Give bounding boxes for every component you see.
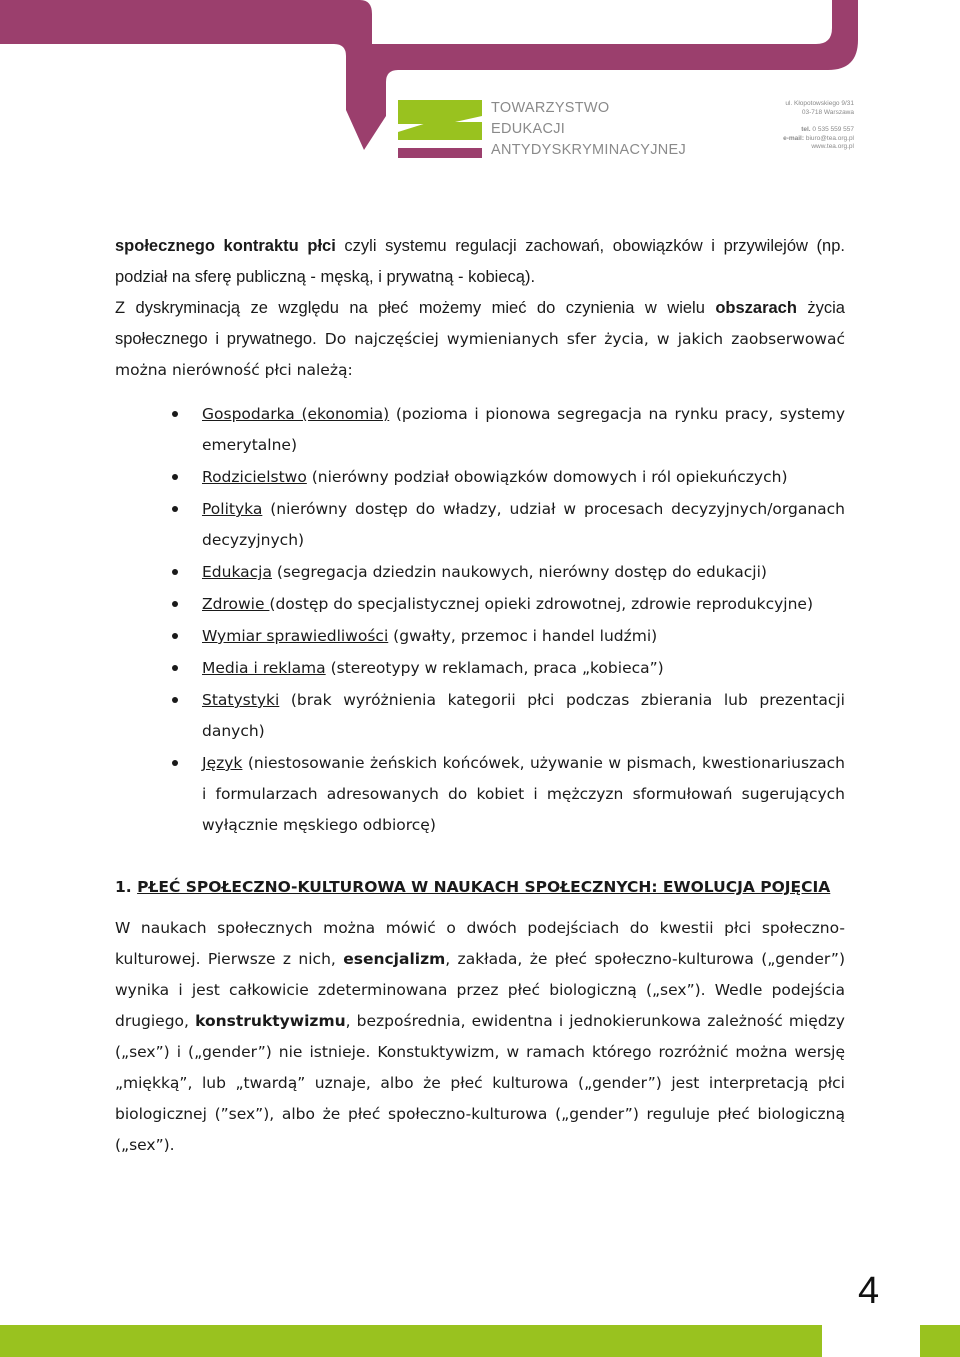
website-link[interactable]: www.tea.org.pl — [811, 143, 854, 151]
page-number: 4 — [858, 1270, 880, 1312]
email-address[interactable]: biuro@tea.org.pl — [805, 134, 854, 142]
org-name-line-3: ANTYDYSKRYMINACYJNEJ — [491, 142, 687, 158]
section-text-c: , bezpośrednia, ewidentna i jednokierunkowa zależność między („sex”) i („gender”) nie istnieje. Konstuktywizm, w ramach którego rozróżnić można wersję „miękką”, lub „twardą” uznaje, albo że płeć kulturowa („gender”) jest interpretacją płci biologicznej (”sex”), albo że płeć społeczno-kulturowa („gender”) reguluje płeć biologiczną („sex”). — [115, 1012, 845, 1154]
document-body — [115, 231, 845, 1161]
list-item — [202, 685, 845, 747]
logo-mark — [398, 100, 482, 158]
bullet-icon — [172, 697, 178, 703]
list-item — [202, 748, 845, 841]
bullet-icon — [172, 569, 178, 575]
section-paragraph — [115, 913, 845, 1161]
area-desc: (pozioma i pionowa segregacja na rynku pracy, systemy emerytalne) — [202, 405, 846, 454]
phone-line — [760, 126, 854, 135]
bullet-icon — [172, 760, 178, 766]
area-term: Edukacja — [202, 563, 272, 581]
section-number: 1. — [115, 878, 138, 896]
org-name-line-2: EDUKACJI — [491, 121, 566, 137]
phone-label: tel. — [801, 126, 811, 134]
area-desc: (nierówny dostęp do władzy, udział w procesach decyzyjnych/organach decyzyjnych) — [202, 500, 845, 549]
intro-bold-term: społecznego kontraktu płci — [115, 237, 336, 255]
list-item — [202, 653, 845, 684]
area-term: Język — [202, 754, 243, 772]
org-logo-text — [491, 98, 686, 161]
intro-p2-rest: Do najczęściej wymienianych sfer życia, w jakich zaobserwować można nierówność płci należą: — [115, 330, 846, 379]
intro-p2-sans-a: Z dyskryminacją ze względu na płeć możemy mieć do czynienia w wielu — [115, 299, 716, 317]
intro-p2-bold: obszarach — [715, 299, 797, 317]
intro-p2-sans-b: życia społecznego i prywatnego. — [115, 299, 845, 348]
list-item — [202, 399, 845, 461]
section-heading — [115, 872, 845, 903]
contact-block — [760, 100, 854, 152]
area-desc: (segregacja dziedzin naukowych, nierówny dostęp do edukacji) — [272, 563, 767, 581]
email-label: e-mail: — [783, 134, 805, 142]
area-term: Gospodarka (ekonomia) — [202, 405, 390, 423]
list-item — [202, 589, 845, 620]
area-term: Polityka — [202, 500, 263, 518]
intro-paragraph-1 — [115, 231, 845, 293]
bullet-icon — [172, 411, 178, 417]
area-desc: (brak wyróżnienia kategorii płci podczas zbierania lub prezentacji danych) — [202, 691, 845, 740]
area-desc: (gwałty, przemoc i handel ludźmi) — [388, 627, 658, 645]
area-term: Rodzicielstwo — [202, 468, 307, 486]
area-term: Statystyki — [202, 691, 280, 709]
list-item — [202, 557, 845, 588]
list-item — [202, 494, 845, 556]
area-term: Media i reklama — [202, 659, 326, 677]
intro-paragraph-2 — [115, 293, 845, 386]
org-name-line-1: TOWARZYSTWO — [491, 100, 610, 116]
bullet-icon — [172, 474, 178, 480]
list-item — [202, 462, 845, 493]
area-desc: (stereotypy w reklamach, praca „kobieca”) — [325, 659, 664, 677]
bullet-icon — [172, 665, 178, 671]
bullet-icon — [172, 601, 178, 607]
term-konstruktywizm: konstruktywizmu — [195, 1012, 346, 1030]
areas-list — [115, 399, 845, 841]
address-line-2: 03-718 Warszawa — [801, 108, 854, 116]
address-line-1: ul. Kłopotowskiego 9/31 — [785, 100, 854, 107]
bullet-icon — [172, 506, 178, 512]
footer-bar-left — [0, 1325, 822, 1357]
list-item — [202, 621, 845, 652]
term-esencjalizm: esencjalizm — [343, 950, 446, 968]
area-desc: (niestosowanie żeńskich końcówek, używanie w pismach, kwestionariuszach i formularzach adresowanych do kobiet i mężczyzn sformułowań sugerujących wyłącznie męskiego odbiorcę) — [202, 754, 845, 834]
footer-bar-right — [920, 1325, 960, 1357]
section-text-a: W naukach społecznych można mówić o dwóch podejściach do kwestii płci społeczno-kulturowej. Pierwsze z nich, — [115, 919, 845, 968]
area-term: Wymiar sprawiedliwości — [202, 627, 389, 645]
section-title: PŁEĆ SPOŁECZNO-KULTUROWA W NAUKACH SPOŁECZNYCH: EWOLUCJA POJĘCIA — [137, 878, 831, 896]
section-text-b: , zakłada, że płeć społeczno-kulturowa („gender”) wynika i jest całkowicie zdeterminowana przez płeć biologiczną („sex”). Wedle podejścia drugiego, — [115, 950, 845, 1030]
area-term: Zdrowie — [202, 595, 270, 613]
phone-number: 0 535 559 557 — [812, 126, 854, 134]
bullet-icon — [172, 633, 178, 639]
intro-p1-text: czyli systemu regulacji zachowań, obowiązków i przywilejów (np. podział na sferę publiczną - męską, i prywatną - kobiecą). — [115, 237, 845, 286]
area-desc: (dostęp do specjalistycznej opieki zdrowotnej, zdrowie reprodukcyjne) — [269, 595, 813, 613]
area-desc: (nierówny podział obowiązków domowych i ról opiekuńczych) — [306, 468, 788, 486]
email-line — [760, 135, 854, 144]
